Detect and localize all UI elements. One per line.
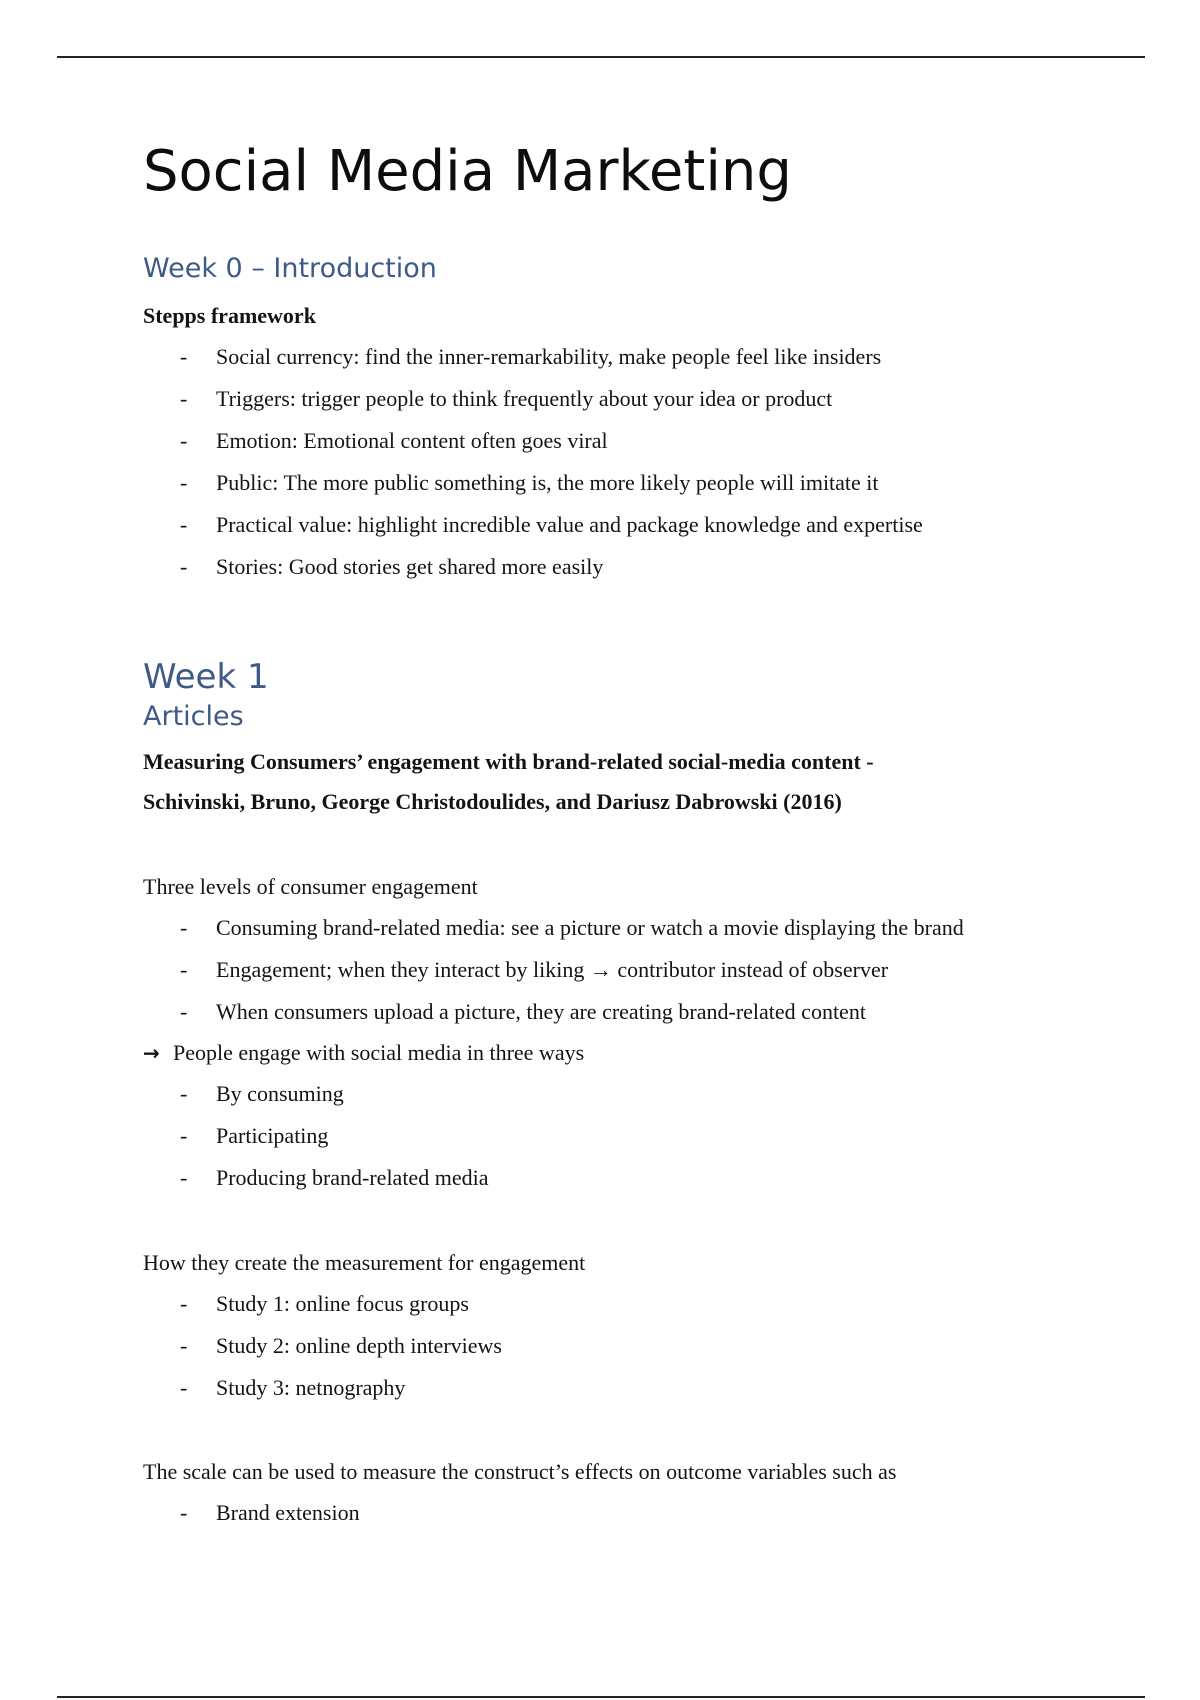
list-dash: - (180, 428, 188, 453)
list-dash: - (180, 1375, 188, 1400)
list-dash: - (180, 512, 188, 537)
list-dash: - (180, 1123, 188, 1148)
arrow-right-icon: → (143, 1041, 160, 1065)
list-item-text: Triggers: trigger people to think frequently about your idea or product (216, 386, 833, 411)
list-dash: - (180, 1500, 188, 1525)
measurement-intro: How they create the measurement for engagement (143, 1250, 586, 1275)
week1-heading: Week 1 (143, 657, 269, 697)
list-item-text: By consuming (216, 1081, 344, 1106)
list-item-text: Social currency: find the inner-remarkability, make people feel like insiders (216, 344, 882, 369)
list-dash: - (180, 999, 188, 1024)
list-dash: - (180, 915, 188, 940)
framework-title: Stepps framework (143, 303, 316, 328)
article-title-line2: Schivinski, Bruno, George Christodoulides, and Dariusz Dabrowski (2016) (143, 789, 842, 814)
articles-subheading: Articles (143, 701, 244, 732)
list-dash: - (180, 1165, 188, 1190)
levels-intro: Three levels of consumer engagement (143, 874, 478, 899)
list-item-text: Study 3: netnography (216, 1375, 406, 1400)
list-item-text: Public: The more public something is, the more likely people will imitate it (216, 470, 879, 495)
list-dash: - (180, 554, 188, 579)
scale-intro: The scale can be used to measure the construct’s effects on outcome variables such as (143, 1459, 897, 1484)
list-item-text: Stories: Good stories get shared more easily (216, 554, 604, 579)
list-item-text: Study 2: online depth interviews (216, 1333, 502, 1358)
page-title: Social Media Marketing (143, 139, 792, 204)
list-item-text: When consumers upload a picture, they are creating brand-related content (216, 999, 866, 1024)
list-item-text: Engagement; when they interact by liking → contributor instead of observer (216, 957, 889, 982)
list-item-text: Study 1: online focus groups (216, 1291, 469, 1316)
article-title-line1: Measuring Consumers’ engagement with brand-related social-media content - (143, 749, 874, 774)
list-dash: - (180, 386, 188, 411)
list-dash: - (180, 344, 188, 369)
list-item-text: Participating (216, 1123, 329, 1148)
list-dash: - (180, 1291, 188, 1316)
list-item-text: Brand extension (216, 1500, 360, 1525)
list-item-text: Consuming brand-related media: see a picture or watch a movie displaying the brand (216, 915, 964, 940)
week0-heading: Week 0 – Introduction (143, 253, 437, 284)
list-dash: - (180, 957, 188, 982)
list-item-text: Practical value: highlight incredible value and package knowledge and expertise (216, 512, 923, 537)
list-dash: - (180, 1081, 188, 1106)
ways-intro: People engage with social media in three ways (173, 1040, 585, 1065)
list-dash: - (180, 470, 188, 495)
ways-intro-line (143, 1038, 584, 1068)
list-item-text: Emotion: Emotional content often goes viral (216, 428, 608, 453)
list-dash: - (180, 1333, 188, 1358)
list-item-text: Producing brand-related media (216, 1165, 489, 1190)
top-rule (57, 56, 1145, 58)
bottom-rule (57, 1696, 1145, 1698)
